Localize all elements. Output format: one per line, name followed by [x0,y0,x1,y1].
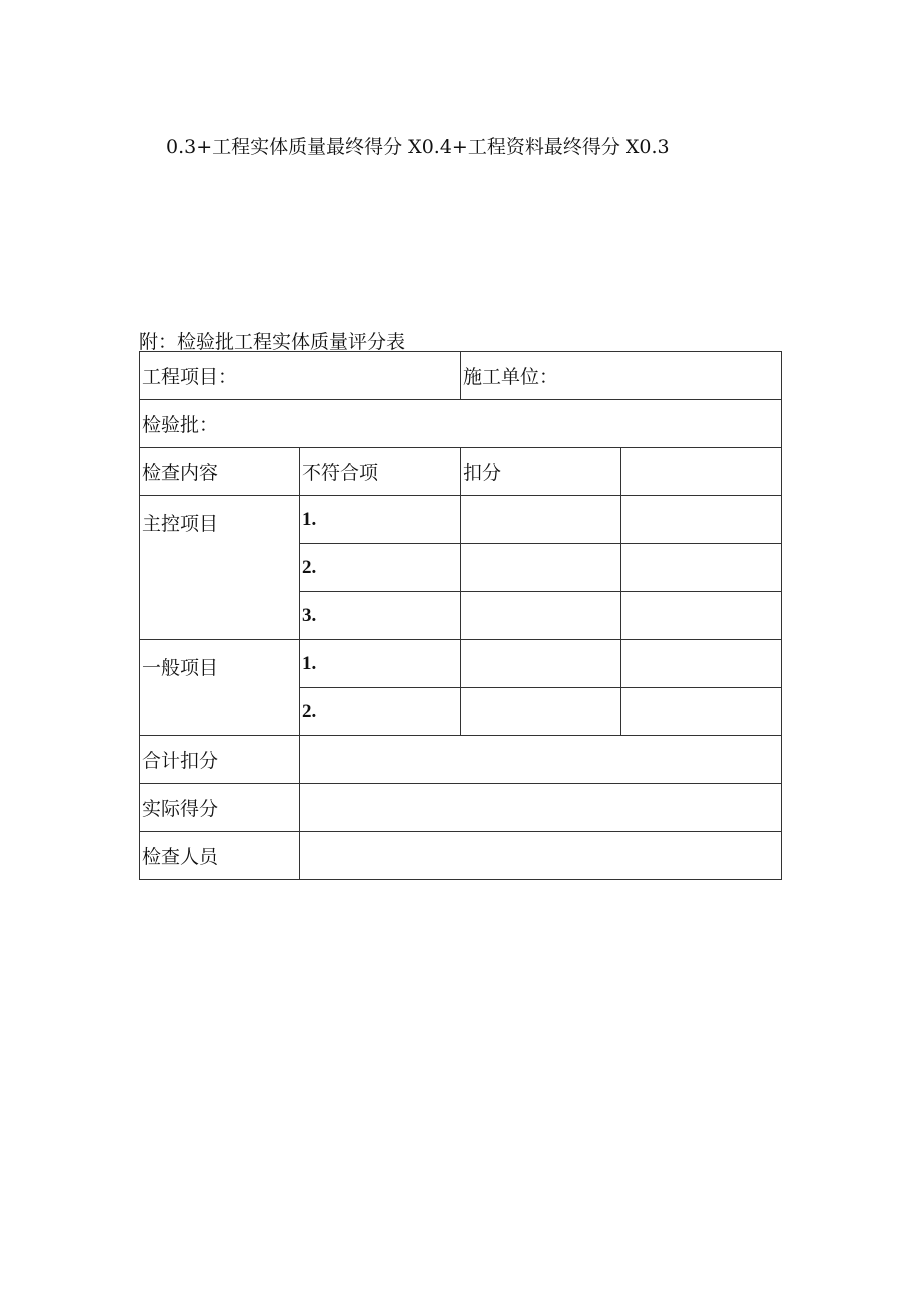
main-item-1: 1. [300,496,461,544]
general-items-label: 一般项目 [140,640,300,736]
total-deduction-value [300,736,782,784]
total-deduction-label: 合计扣分 [140,736,300,784]
inspector-value [300,832,782,880]
contractor-label: 施工单位： [461,352,782,400]
actual-score-label: 实际得分 [140,784,300,832]
table-row [140,832,782,880]
main-item-1-extra [621,496,782,544]
table-row [140,640,782,688]
table-row [140,496,782,544]
header-nonconform: 不符合项 [300,448,461,496]
batch-label: 检验批： [140,400,782,448]
actual-score-value [300,784,782,832]
table-caption: 附：检验批工程实体质量评分表 [139,331,406,353]
general-item-1-extra [621,640,782,688]
table-header-row [140,448,782,496]
inspector-label: 检查人员 [140,832,300,880]
quality-score-table [139,351,782,880]
table-row [140,736,782,784]
general-item-1: 1. [300,640,461,688]
header-content: 检查内容 [140,448,300,496]
main-item-2: 2. [300,544,461,592]
main-item-3-deduct [461,592,621,640]
main-item-3-extra [621,592,782,640]
general-item-2: 2. [300,688,461,736]
score-formula: 0.3+工程实体质量最终得分 X0.4+工程资料最终得分 X0.3 [166,136,670,158]
project-label: 工程项目： [140,352,461,400]
header-deduct: 扣分 [461,448,621,496]
header-extra [621,448,782,496]
main-item-2-deduct [461,544,621,592]
table-row [140,352,782,400]
table-row [140,400,782,448]
main-item-2-extra [621,544,782,592]
main-item-1-deduct [461,496,621,544]
main-item-3: 3. [300,592,461,640]
main-items-label: 主控项目 [140,496,300,640]
general-item-2-extra [621,688,782,736]
general-item-1-deduct [461,640,621,688]
general-item-2-deduct [461,688,621,736]
table-row [140,784,782,832]
